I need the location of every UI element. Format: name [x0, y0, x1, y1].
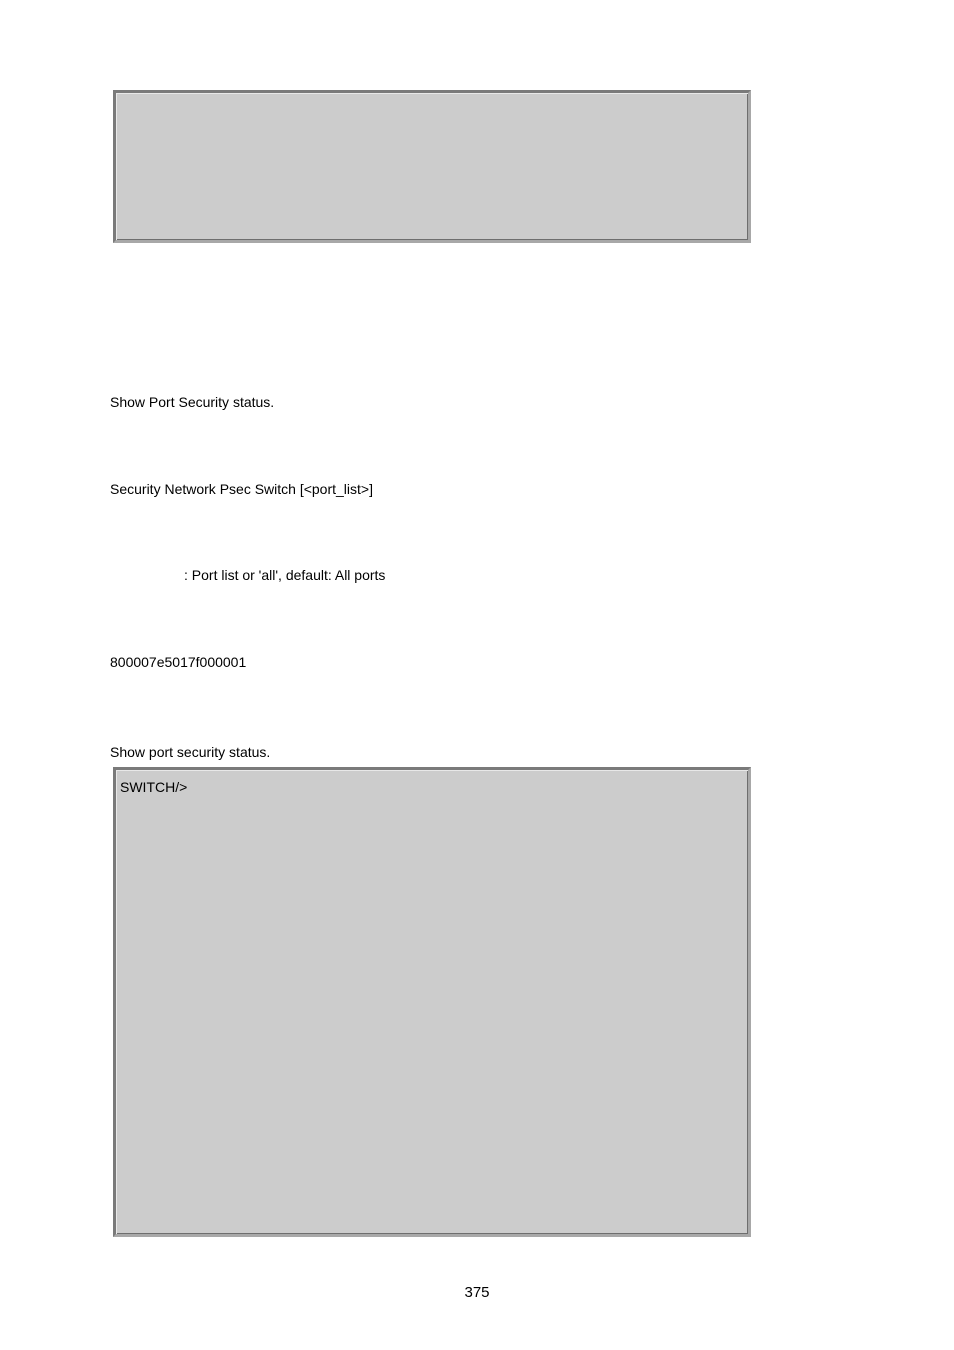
cli-prompt: SWITCH/>	[120, 779, 188, 795]
oid-value: 800007e5017f000001	[110, 654, 247, 670]
top-code-box	[113, 90, 751, 243]
example-caption: Show port security status.	[110, 744, 271, 760]
example-code-box	[113, 767, 751, 1237]
page-number: 375	[464, 1284, 490, 1301]
command-description: Show Port Security status.	[110, 394, 275, 410]
parameter-description: : Port list or 'all', default: All ports	[184, 567, 386, 583]
command-syntax: Security Network Psec Switch [<port_list>]	[110, 481, 373, 497]
